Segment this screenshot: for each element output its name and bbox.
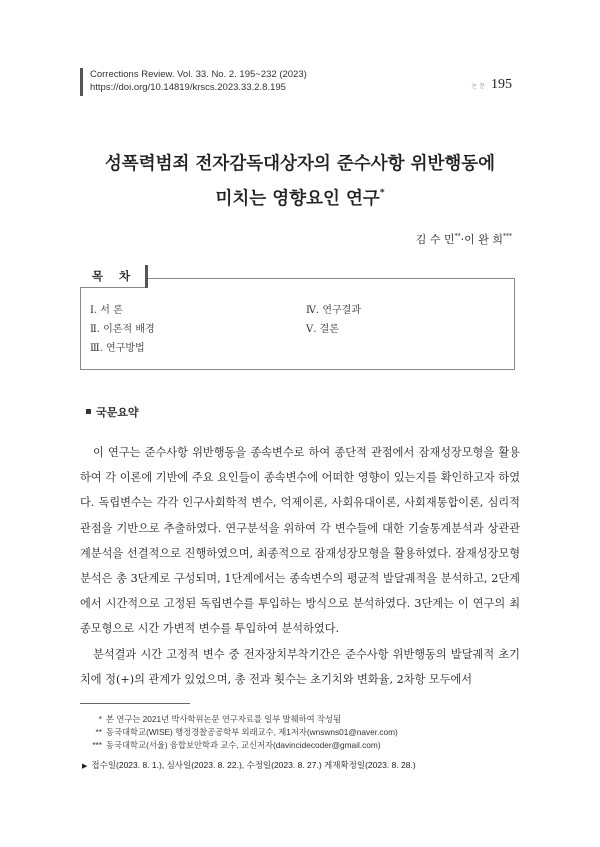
abstract-heading (86, 404, 139, 420)
footnote-2 (86, 726, 398, 738)
footnote-3-text: 동국대학교(서울) 융합보안학과 교수, 교신저자(davincidecoder@gmail.com) (106, 740, 381, 750)
footnote-3-mark: *** (92, 740, 102, 750)
page-mark: 논 문 (471, 83, 485, 90)
journal-line: Corrections Review. Vol. 33. No. 2. 195~232 (2023) (90, 69, 307, 80)
author-2-mark: *** (503, 233, 512, 240)
footnote-rule (80, 703, 190, 704)
toc-item-conclusion[interactable]: Ⅴ. 결론 (306, 324, 339, 335)
doi-link[interactable]: https://doi.org/10.14819/krscs.2023.33.2.8.195 (90, 82, 286, 93)
footnote-2-mark: ** (95, 727, 102, 737)
header-rule (80, 68, 83, 96)
toc-title: 목 차 (80, 265, 148, 288)
toc-title-bar (145, 265, 148, 288)
title-line-2-text: 미치는 영향요인 연구 (215, 189, 380, 209)
submission-dates (82, 759, 416, 771)
abstract-paragraph-1: 이 연구는 준수사항 위반행동을 종속변수로 하여 종단적 관점에서 잠재성장모형을 활용하여 각 이론에 기반에 주요 요인들이 종속변수에 어떠한 영향이 있는지를 확인하고자 하였다. 독립변수는 각각 인구사회학적 변수, 억제이론, 사회유대이론, 사회재통합이론, 심리적 관점을 기반으로 추출하였다. 연구분석을 위하여 각 변수들에 대한 기술통계분석과 상관관계분석을 선결적으로 진행하였으며, 최종적으로 잠재성장모형을 활용하였다. 잠재성장모형분석은 총 3단계로 구성되며, 1단계에서는 종속변수의 평균적 발달궤적을 분석하고, 2단계에서 시간적으로 고정된 독립변수를 투입하는 방식으로 분석하였다. 3단계는 이 연구의 최종모형으로 시간 가변적 변수를 투입하여 분석하였다. (80, 446, 520, 636)
title-line-1: 성폭력범죄 전자감독대상자의 준수사항 위반행동에 (104, 154, 496, 174)
toc-item-introduction[interactable]: Ⅰ. 서 론 (90, 305, 123, 316)
footnote-1-text: 본 연구는 2021년 박사학위논문 연구자료를 일부 발췌하여 작성됨 (106, 714, 341, 724)
footnote-2-text: 동국대학교(WISE) 행정경찰공공학부 외래교수, 제1저자(wnswns01@naver.com) (106, 727, 398, 737)
footnote-1 (86, 713, 341, 725)
triangle-bullet-icon: ▶ (82, 763, 88, 770)
footnote-1-mark: * (98, 714, 102, 724)
title-line-2 (80, 179, 520, 214)
submission-dates-text: 접수일(2023. 8. 1.), 심사일(2023. 8. 22.), 수정일(2023. 8. 27.) 게재확정일(2023. 8. 28.) (91, 760, 416, 770)
footnote-3 (86, 739, 381, 751)
abstract-paragraph-2: 분석결과 시간 고정적 변수 중 전자장치부착기간은 준수사항 위반행동의 발달궤적 초기치에 정(+)의 관계가 있었으며, 총 전과 횟수는 초기치와 변화율, 2차항 모두에서 (80, 647, 520, 686)
author-separator: · (460, 233, 465, 246)
author-1: 김 수 민 (415, 233, 455, 246)
page-number-block (472, 77, 513, 93)
journal-citation (90, 68, 307, 94)
abstract-body (80, 440, 520, 692)
title-footnote-mark: * (379, 188, 385, 198)
square-bullet-icon (86, 409, 91, 414)
toc-item-methods[interactable]: Ⅲ. 연구방법 (90, 343, 145, 354)
toc-item-results[interactable]: Ⅳ. 연구결과 (306, 305, 361, 316)
paper-title (80, 150, 520, 214)
author-1-mark: ** (454, 233, 461, 240)
abstract-heading-text: 국문요약 (96, 406, 139, 419)
author-2: 이 완 희 (464, 233, 503, 246)
toc-item-background[interactable]: Ⅱ. 이론적 배경 (90, 324, 155, 335)
page-number: 195 (491, 77, 512, 92)
author-line (416, 231, 512, 247)
